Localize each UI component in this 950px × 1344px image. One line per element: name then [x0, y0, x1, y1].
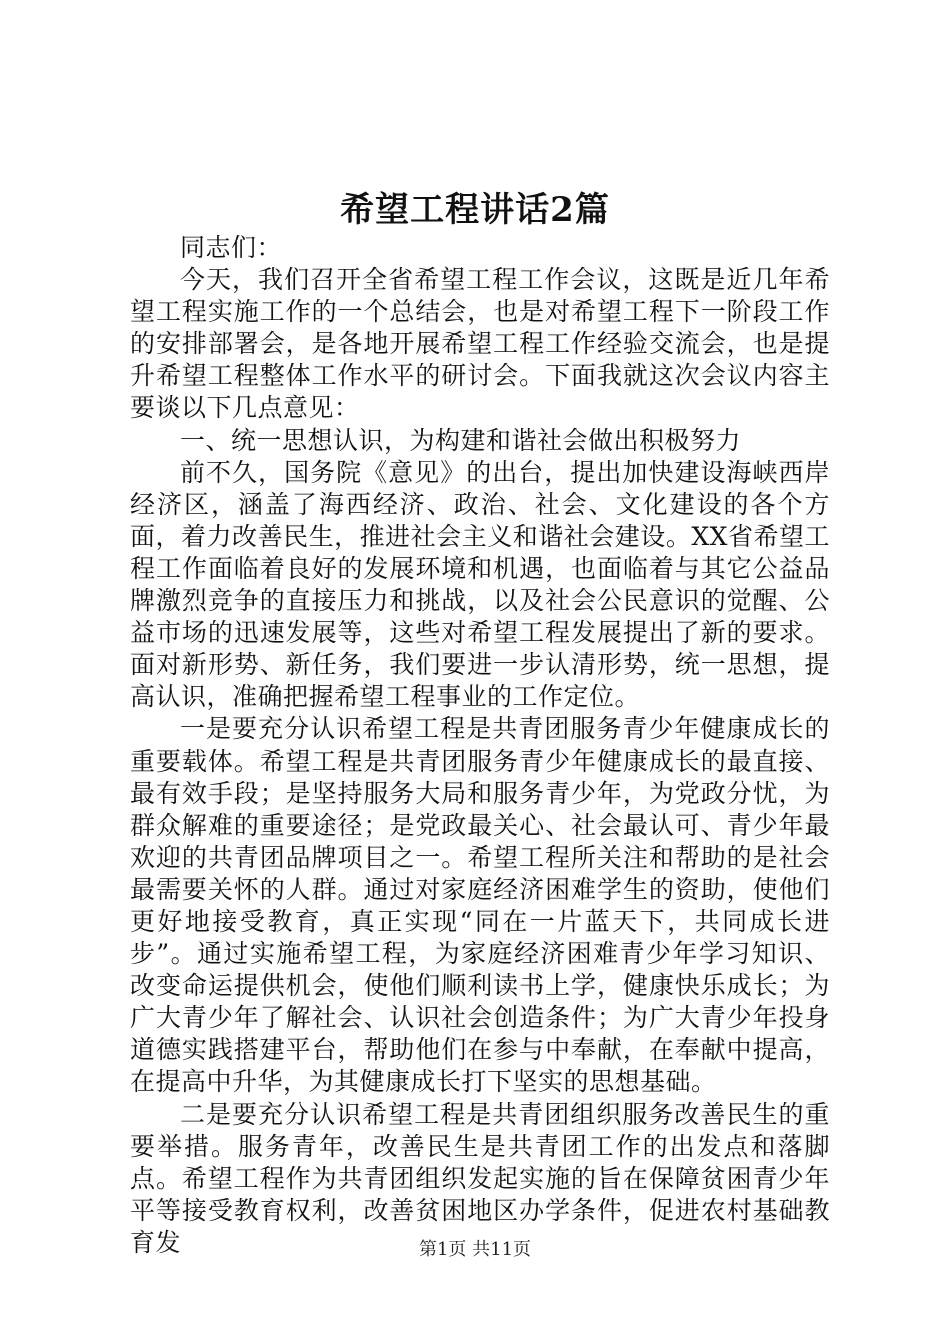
- document-title: 希望工程讲话2篇: [340, 190, 610, 230]
- section-heading: 一、统一思想认识，为构建和谐社会做出积极努力: [180, 425, 742, 455]
- salutation: 同志们：: [180, 233, 283, 262]
- paragraph-context: 前不久，国务院《意见》的出台，提出加快建设海峡西岸经济区，涵盖了海西经济、政治、社会、文化建设的各个方面，着力改善民生，推进社会主义和谐社会建设。XX省希望工程工作面临着良好的发展环境和机遇，也面临着与其它公益品牌激烈竞争的直接压力和挑战，以及社会公民意识的觉醒、公益市场的迅速发展等，这些对希望工程发展提出了新的要求。面对新形势、新任务，我们要进一步认清形势，统一思想，提高认识，准确把握希望工程事业的工作定位。: [130, 457, 830, 712]
- page-footer: 第1页 共11页: [418, 1239, 532, 1260]
- paragraph-point-one: 一是要充分认识希望工程是共青团服务青少年健康成长的重要载体。希望工程是共青团服务青少年健康成长的最直接、最有效手段；是坚持服务大局和服务青少年，为党政分忧，为群众解难的重要途径；是党政最关心、社会最认可、青少年最欢迎的共青团品牌项目之一。希望工程所关注和帮助的是社会最需要关怀的人群。通过对家庭经济困难学生的资助，使他们更好地接受教育，真正实现“同在一片蓝天下，共同成长进步”。通过实施希望工程，为家庭经济困难青少年学习知识、改变命运提供机会，使他们顺利读书上学，健康快乐成长；为广大青少年了解社会、认识社会创造条件；为广大青少年投身道德实践搭建平台，帮助他们在参与中奉献，在奉献中提高，在提高中升华，为其健康成长打下坚实的思想基础。: [130, 714, 830, 1097]
- paragraph-intro: 今天，我们召开全省希望工程工作会议，这既是近几年希望工程实施工作的一个总结会，也是对希望工程下一阶段工作的安排部署会，是各地开展希望工程工作经验交流会，也是提升希望工程整体工作水平的研讨会。下面我就这次会议内容主要谈以下几点意见：: [130, 265, 830, 423]
- paragraph-point-two: 二是要充分认识希望工程是共青团组织服务改善民生的重要举措。服务青年，改善民生是共青团工作的出发点和落脚点。希望工程作为共青团组织发起实施的旨在保障贫困青少年平等接受教育权利，改善贫困地区办学条件，促进农村基础教育发: [130, 1099, 830, 1257]
- document-body: [130, 232, 830, 1259]
